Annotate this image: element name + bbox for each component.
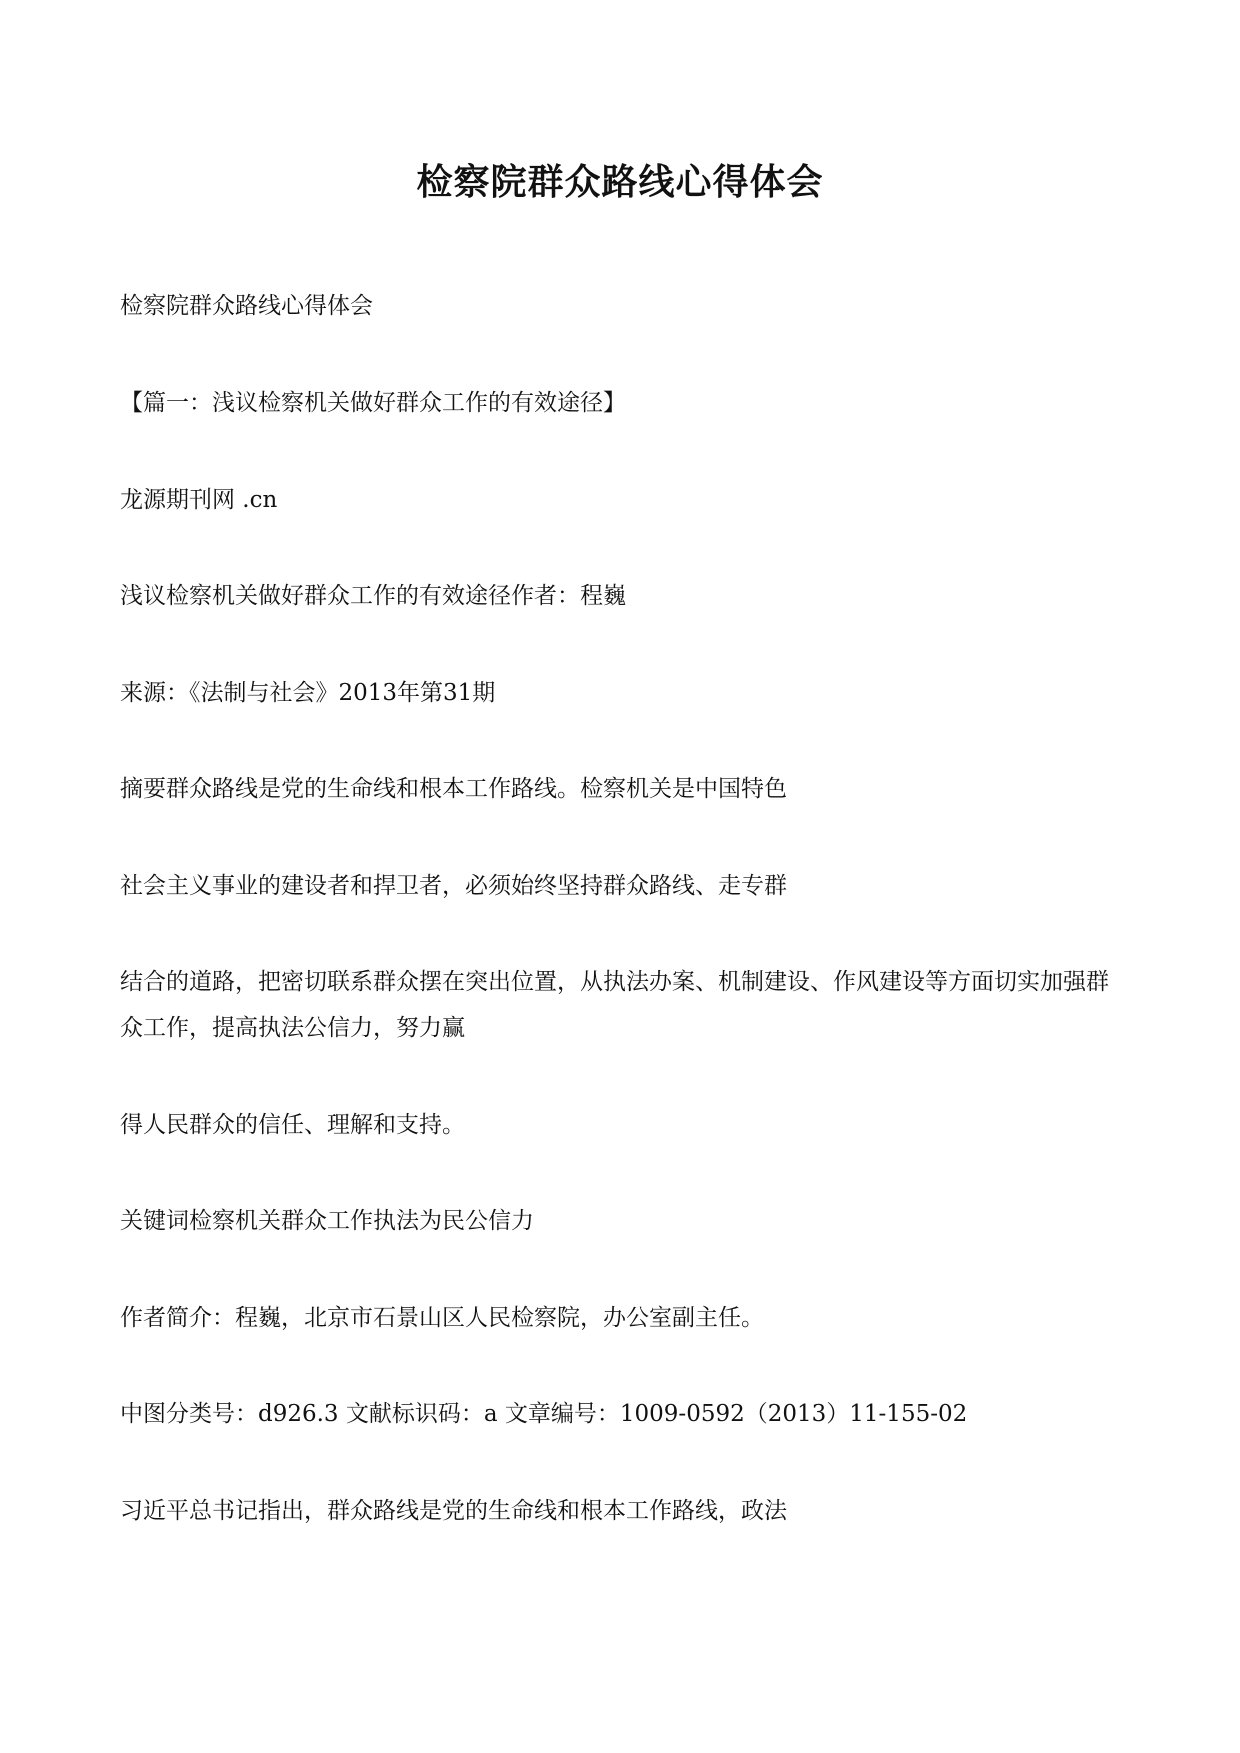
paragraph-abstract-4: 得人民群众的信任、理解和支持。 (120, 1112, 465, 1138)
paragraph-classification: 中图分类号：d926.3 文献标识码：a 文章编号：1009-0592（2013）11-155-02 (120, 1401, 968, 1427)
paragraph-article-author: 浅议检察机关做好群众工作的有效途径作者：程巍 (120, 583, 626, 609)
paragraph-abstract-2: 社会主义事业的建设者和捍卫者，必须始终坚持群众路线、走专群 (120, 873, 787, 899)
paragraph-source-site: 龙源期刊网 .cn (120, 487, 278, 513)
document-title: 检察院群众路线心得体会 (416, 161, 824, 203)
paragraph-abstract-1: 摘要群众路线是党的生命线和根本工作路线。检察机关是中国特色 (120, 776, 787, 802)
paragraph-section-heading: 【篇一：浅议检察机关做好群众工作的有效途径】 (120, 390, 626, 416)
paragraph-source-journal: 来源：《法制与社会》2013年第31期 (120, 680, 496, 706)
paragraph-author-bio: 作者简介：程巍，北京市石景山区人民检察院，办公室副主任。 (120, 1305, 764, 1331)
paragraph-subtitle: 检察院群众路线心得体会 (120, 293, 373, 319)
paragraph-body-start: 习近平总书记指出，群众路线是党的生命线和根本工作路线，政法 (120, 1498, 787, 1524)
paragraph-abstract-3: 结合的道路，把密切联系群众摆在突出位置，从执法办案、机制建设、作风建设等方面切实加强群众工作，提高执法公信力，努力赢 (120, 969, 1109, 1041)
paragraph-keywords: 关键词检察机关群众工作执法为民公信力 (120, 1208, 534, 1234)
